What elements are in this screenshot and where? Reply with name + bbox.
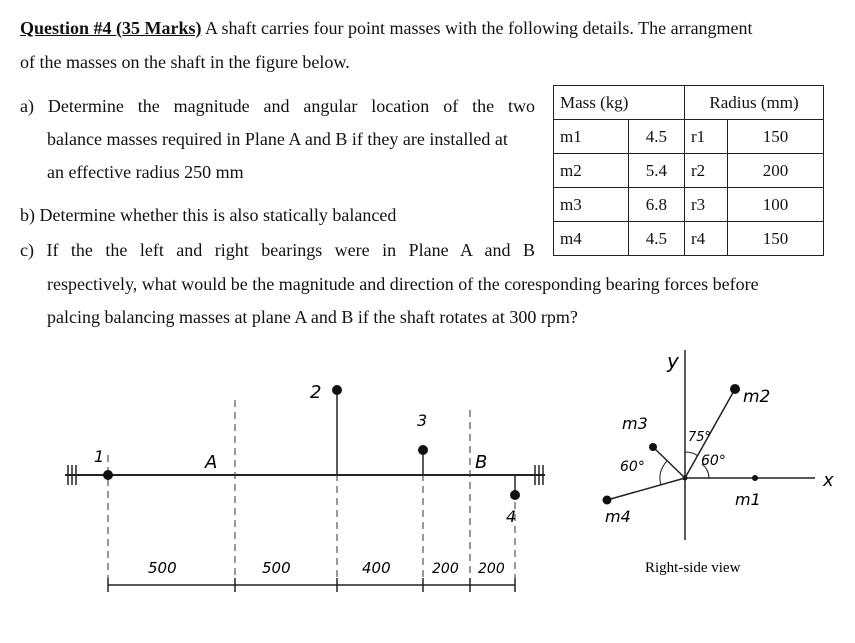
dimension-label-2: 500 bbox=[262, 559, 291, 577]
table-cell-radius-symbol: r1 bbox=[685, 120, 728, 154]
part-a-line-2: balance masses required in Plane A and B if they are installed at bbox=[47, 129, 508, 149]
dimension-label-1: 500 bbox=[148, 559, 177, 577]
m2-label: m2 bbox=[743, 387, 771, 407]
angle-label-60-left: 60° bbox=[620, 459, 645, 475]
table-header-mass: Mass (kg) bbox=[554, 86, 685, 120]
shaft-diagram bbox=[0, 360, 560, 620]
angle-label-60-right: 60° bbox=[701, 453, 726, 469]
table-cell-radius-value: 200 bbox=[728, 154, 824, 188]
m4-dot bbox=[603, 496, 612, 505]
mass-1-dot bbox=[103, 470, 113, 480]
mass-3-dot bbox=[418, 445, 428, 455]
table-cell-radius-value: 150 bbox=[728, 222, 824, 256]
angle-label-75: 75° bbox=[688, 430, 712, 445]
part-a-line-3: an effective radius 250 mm bbox=[47, 162, 244, 182]
mass-label-4: 4 bbox=[506, 507, 517, 526]
table-cell-radius-symbol: r4 bbox=[685, 222, 728, 256]
question-intro-line-2: of the masses on the shaft in the figure below. bbox=[20, 52, 350, 72]
part-a-line-1: a) Determine the magnitude and angular location of the two bbox=[20, 96, 535, 116]
dimension-label-5: 200 bbox=[478, 561, 505, 577]
dimension-label-4: 200 bbox=[432, 561, 459, 577]
mass-label-1: 1 bbox=[94, 447, 105, 466]
part-c-line-3: palcing balancing masses at plane A and B if the shaft rotates at 300 rpm? bbox=[47, 307, 578, 327]
question-intro-line-1 bbox=[20, 18, 753, 39]
table-cell-radius-symbol: r3 bbox=[685, 188, 728, 222]
part-b-line-1: b) Determine whether this is also statically balanced bbox=[20, 205, 397, 225]
part-c-line-2: respectively, what would be the magnitude and direction of the coresponding bearing forces before bbox=[47, 274, 759, 294]
side-view-diagram bbox=[585, 340, 855, 590]
table-cell-mass-symbol: m3 bbox=[554, 188, 629, 222]
table-row bbox=[554, 120, 824, 154]
mass-4-dot bbox=[510, 490, 520, 500]
table-cell-radius-symbol: r2 bbox=[685, 154, 728, 188]
question-heading: Question #4 (35 Marks) bbox=[20, 18, 202, 38]
table-cell-mass-symbol: m2 bbox=[554, 154, 629, 188]
m3-dot bbox=[649, 443, 657, 451]
m3-label: m3 bbox=[622, 414, 648, 433]
m4-label: m4 bbox=[605, 507, 631, 526]
dimension-label-3: 400 bbox=[362, 559, 391, 577]
mass-label-3: 3 bbox=[417, 411, 428, 430]
plane-label-b: B bbox=[475, 452, 488, 473]
mass-2-dot bbox=[332, 385, 342, 395]
table-header-radius: Radius (mm) bbox=[685, 86, 824, 120]
axis-y-label: y bbox=[667, 349, 679, 373]
table-cell-mass-value: 5.4 bbox=[628, 154, 684, 188]
m1-dot bbox=[752, 475, 758, 481]
mass-label-2: 2 bbox=[310, 382, 322, 403]
table-cell-mass-symbol: m1 bbox=[554, 120, 629, 154]
table-row bbox=[554, 188, 824, 222]
plane-label-a: A bbox=[205, 452, 218, 473]
table-cell-mass-value: 4.5 bbox=[628, 120, 684, 154]
table-cell-mass-value: 6.8 bbox=[628, 188, 684, 222]
part-c-line-1: c) If the the left and right bearings were in Plane A and B bbox=[20, 240, 535, 260]
table-cell-radius-value: 150 bbox=[728, 120, 824, 154]
m1-label: m1 bbox=[735, 490, 761, 509]
table-row bbox=[554, 222, 824, 256]
m2-dot bbox=[730, 384, 740, 394]
side-view-caption: Right-side view bbox=[645, 560, 741, 576]
question-intro-text: A shaft carries four point masses with the following details. The arrangment bbox=[205, 18, 753, 38]
axis-x-label: x bbox=[823, 470, 834, 491]
table-cell-mass-value: 4.5 bbox=[628, 222, 684, 256]
table-cell-mass-symbol: m4 bbox=[554, 222, 629, 256]
table-header-row bbox=[554, 86, 824, 120]
mass-radius-table bbox=[553, 85, 824, 256]
table-cell-radius-value: 100 bbox=[728, 188, 824, 222]
table-row bbox=[554, 154, 824, 188]
